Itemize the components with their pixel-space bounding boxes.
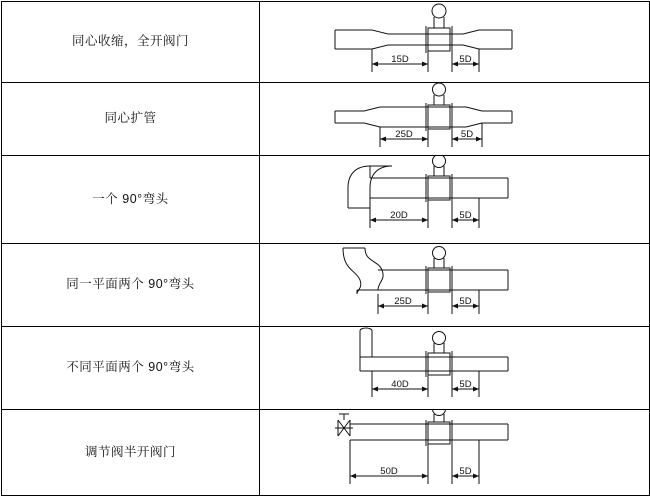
dim-downstream-4: 5D [459,379,472,390]
row-label-5: 调节阀半开阀门 [2,410,260,496]
dim-upstream-2: 20D [390,210,408,221]
figure-two-elbows-different-plane [260,327,649,409]
row-label-4: 不同平面两个 90°弯头 [2,327,260,410]
row-figure-1 [260,83,650,156]
dim-downstream-2: 5D [459,210,472,221]
dim-upstream-0: 15D [391,54,409,65]
row-label-0: 同心收缩，全开阀门 [2,2,260,83]
figure-two-elbows-same-plane [260,244,649,326]
figure-concentric-expander [260,83,649,155]
figure-concentric-reducer [260,2,649,82]
figure-single-elbow [260,156,649,243]
table-row [2,2,650,83]
dim-downstream-3: 5D [459,296,472,307]
row-figure-0 [260,2,650,83]
row-label-3: 同一平面两个 90°弯头 [2,244,260,327]
dim-upstream-4: 40D [391,379,409,390]
dim-upstream-5: 50D [380,466,398,477]
table-row [2,244,650,327]
requirements-table [1,1,650,496]
row-figure-4 [260,327,650,410]
table-row [2,83,650,156]
figure-control-valve-half-open [260,410,649,495]
dim-upstream-3: 25D [394,296,412,307]
diagram-sheet [0,1,650,494]
row-figure-3 [260,244,650,327]
dim-downstream-0: 5D [459,54,472,65]
table-row [2,156,650,244]
table-row [2,410,650,496]
row-figure-2 [260,156,650,244]
row-label-2: 一个 90°弯头 [2,156,260,244]
dim-downstream-1: 5D [460,129,474,140]
row-figure-5 [260,410,650,496]
table-row [2,327,650,410]
dim-downstream-5: 5D [459,466,472,477]
dim-upstream-1: 25D [395,129,413,140]
row-label-1: 同心扩管 [2,83,260,156]
